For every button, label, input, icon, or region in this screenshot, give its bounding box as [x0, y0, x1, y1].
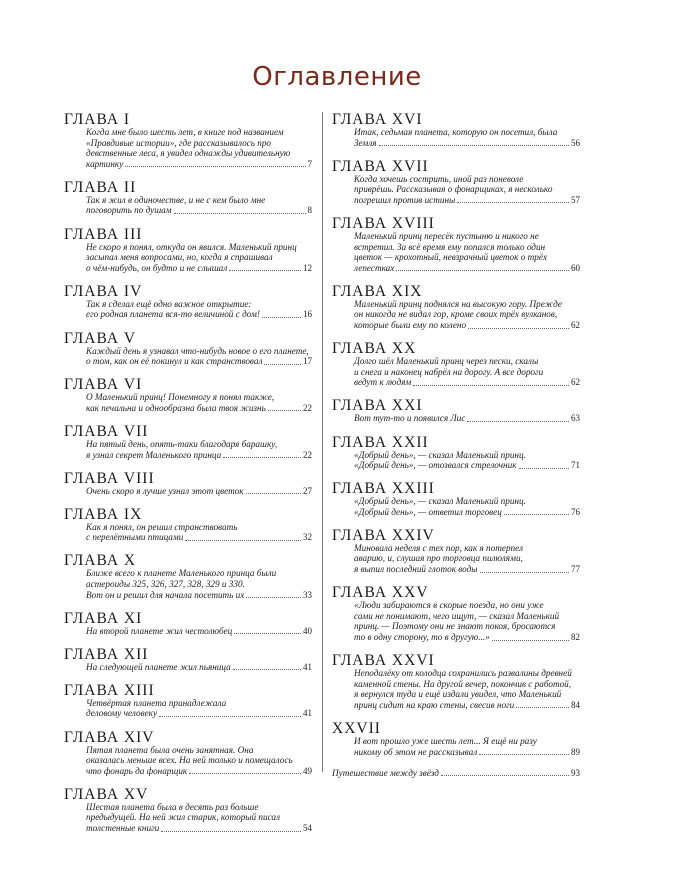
description-line: сами не понимают, чего ищут, — сказал Маленький [354, 610, 560, 621]
toc-entry[interactable] [332, 768, 580, 779]
page-number: 16 [303, 309, 312, 320]
description-last-line [354, 413, 580, 424]
page-number: 63 [571, 413, 580, 424]
chapter-description [86, 745, 312, 777]
description-line: Ближе всего к планете Маленького принца были [86, 568, 277, 579]
page-number: 82 [571, 631, 580, 642]
dot-leader [185, 540, 301, 541]
description-text: о чём-нибудь, он будто и не слышал [86, 262, 228, 273]
dot-leader [234, 633, 301, 634]
toc-entry[interactable] [332, 112, 580, 148]
page-number: 56 [571, 137, 580, 148]
dot-leader [479, 754, 569, 755]
chapter-description [354, 496, 580, 517]
description-last-line [354, 564, 580, 575]
chapter-heading: ГЛАВА VII [64, 422, 149, 440]
chapter-heading: ГЛАВА XVIII [332, 214, 435, 232]
dot-leader [441, 775, 569, 776]
description-line: аварию, и, слушая про торговца пилюлями, [354, 553, 523, 564]
dot-leader [125, 166, 305, 167]
page-number: 7 [307, 158, 312, 169]
toc-entry[interactable] [64, 377, 312, 413]
description-last-line [86, 263, 312, 274]
description-text: я выпил последний глоток воды [354, 564, 478, 575]
description-last-line [354, 377, 580, 388]
chapter-description [86, 242, 312, 274]
toc-entry[interactable] [332, 159, 580, 206]
description-line: Каждый день я узнавал что-нибудь новое о его планете, [86, 345, 309, 356]
chapter-description [86, 662, 312, 673]
description-line: приврёшь. Рассказывая о фонарщиках, я несколько [354, 184, 553, 195]
page-number: 41 [303, 708, 312, 719]
toc-entry[interactable] [64, 471, 312, 497]
description-last-line [354, 138, 580, 149]
description-line: я вернулся туда и ещё издали увидел, что Маленький [354, 689, 562, 700]
description-text: его родная планета вся-то величиной с дом! [86, 309, 260, 320]
chapter-heading: XXVII [332, 719, 381, 737]
toc-entry[interactable] [64, 787, 312, 834]
description-last-line [86, 486, 312, 497]
dot-leader [262, 317, 301, 318]
chapter-heading: ГЛАВА XX [332, 340, 417, 358]
description-last-line [354, 632, 580, 643]
toc-entry[interactable] [332, 435, 580, 471]
toc-entry[interactable] [64, 180, 312, 216]
page-title: Оглавление [252, 62, 422, 92]
description-line: Маленький принц пересёк пустыню и никого не [354, 230, 539, 241]
chapter-description [354, 450, 580, 471]
description-last-line [86, 159, 312, 170]
chapter-heading: ГЛАВА I [64, 111, 131, 128]
description-text: ведут к людям [354, 377, 412, 388]
description-text: толстенные книги [86, 823, 160, 833]
chapter-description [354, 174, 580, 206]
toc-entry[interactable] [64, 424, 312, 460]
chapter-heading: ГЛАВА VI [64, 376, 143, 394]
description-line: Маленький принц поднялся на высокую гору. Прежде [354, 298, 562, 309]
description-text: принц сидит на краю стены, свесив ноги [354, 699, 515, 710]
dot-leader [174, 213, 306, 214]
description-line: «Добрый день», — сказал Маленький принц. [354, 449, 526, 460]
dot-leader [457, 202, 569, 203]
chapter-heading: ГЛАВА X [64, 552, 137, 570]
chapter-heading: ГЛАВА XIII [64, 681, 155, 699]
chapter-description [354, 413, 580, 424]
description-text: поговорить по душам [86, 205, 172, 216]
description-last-line [86, 708, 312, 719]
toc-entry[interactable] [64, 683, 312, 719]
dot-leader [396, 270, 569, 271]
page-number: 22 [303, 402, 312, 413]
description-line: встретил. За всё время ему попался только один [354, 241, 546, 252]
page-number: 54 [303, 823, 312, 833]
toc-entry[interactable] [332, 585, 580, 642]
description-text: о том, как он её покинул и как странствовал [86, 356, 263, 367]
page-number: 57 [571, 194, 580, 205]
description-last-line [86, 662, 312, 673]
description-last-line [354, 507, 580, 518]
chapter-heading: ГЛАВА XVI [332, 111, 423, 128]
chapter-description [354, 127, 580, 148]
chapter-heading: ГЛАВА XXVI [332, 652, 435, 670]
description-text: то в одну сторону, то в другую...» [354, 631, 490, 642]
page-number: 93 [571, 767, 580, 778]
page-number: 33 [303, 589, 312, 600]
page-number: 62 [571, 377, 580, 388]
page-number: 84 [571, 699, 580, 710]
description-line: На пятый день, опять-таки благодаря барашку, [86, 438, 278, 449]
description-line: Так я жил в одиночестве, и не с кем было мне [86, 194, 266, 205]
chapter-description [86, 802, 312, 834]
chapter-description [86, 698, 312, 719]
page-number: 60 [571, 262, 580, 273]
chapter-description [86, 299, 312, 320]
dot-leader [189, 773, 301, 774]
chapter-description [354, 299, 580, 331]
page-number: 32 [303, 532, 312, 543]
description-last-line [86, 205, 312, 216]
description-line: каменной стены. На другой вечер, покончив с работой, [354, 678, 572, 689]
dot-leader [519, 468, 570, 469]
chapter-description [354, 356, 580, 388]
description-line: и снега и наконец набрёл на дорогу. А все дороги [354, 366, 544, 377]
dot-leader [504, 514, 569, 515]
dot-leader [161, 831, 301, 832]
toc-entry[interactable] [64, 331, 312, 367]
description-text: Очень скоро я лучше узнал этот цветок [86, 485, 244, 496]
description-last-line [86, 823, 312, 834]
description-last-line [354, 195, 580, 206]
page-number: 62 [571, 320, 580, 331]
toc-right-column [332, 112, 580, 789]
page-number: 8 [307, 205, 312, 216]
chapter-description [86, 392, 312, 413]
chapter-description [86, 522, 312, 543]
toc-entry[interactable] [332, 216, 580, 273]
description-line: он никогда не видал гор, кроме своих трёх вулканов, [354, 309, 558, 320]
chapter-heading: ГЛАВА XVII [332, 157, 429, 175]
toc-entry[interactable] [64, 284, 312, 320]
description-text: Путешествие между звёзд [332, 767, 439, 778]
description-last-line [354, 320, 580, 331]
description-line: предыдущей. На ней жил старик, который писал [86, 812, 281, 823]
page-number: 89 [571, 746, 580, 757]
description-text: с перелётными птицами [86, 532, 184, 543]
description-text: которые были ему по колено [354, 320, 467, 331]
dot-leader [233, 669, 301, 670]
toc-entry[interactable] [64, 730, 312, 777]
toc-entry[interactable] [332, 528, 580, 575]
chapter-heading: ГЛАВА XXV [332, 584, 429, 602]
description-line: Как я понял, он решил странствовать [86, 521, 238, 532]
description-text: что фонарь да фонарщик [86, 765, 188, 776]
page-number: 49 [303, 765, 312, 776]
chapter-description [354, 231, 580, 273]
description-text: погрешил против истины [354, 194, 456, 205]
chapter-heading: ГЛАВА VIII [64, 469, 155, 487]
description-last-line [354, 700, 580, 711]
description-text: Вот тут-то и появился Лис [354, 413, 466, 424]
description-line: девственные леса, я увидел однажды удивительную [86, 148, 291, 159]
description-line: «Правдивые истории», где рассказывалось про [86, 137, 272, 148]
page-number: 22 [303, 449, 312, 460]
description-line: И вот прошло уже шесть лет... Я ещё ни разу [354, 735, 537, 746]
dot-leader [159, 716, 301, 717]
description-last-line [332, 768, 580, 779]
chapter-description [86, 439, 312, 460]
description-text: лепестках [354, 262, 395, 273]
chapter-heading: ГЛАВА XIV [64, 728, 155, 746]
page-number: 77 [571, 564, 580, 575]
description-line: Миновала неделя с тех пор, как я потерпел [354, 542, 523, 553]
column-divider [322, 112, 323, 772]
description-text: как печальна и однообразна была твоя жизнь [86, 402, 266, 413]
dot-leader [492, 640, 569, 641]
description-last-line [86, 403, 312, 414]
description-last-line [86, 626, 312, 637]
chapter-description [354, 668, 580, 710]
page-number: 27 [303, 485, 312, 496]
dot-leader [264, 364, 301, 365]
description-line: Пятая планета была очень занятная. Она [86, 744, 254, 755]
dot-leader [467, 421, 569, 422]
chapter-description [86, 626, 312, 637]
page-number: 76 [571, 506, 580, 517]
description-last-line [354, 747, 580, 758]
chapter-description [86, 568, 312, 600]
description-last-line [86, 450, 312, 461]
dot-leader [246, 493, 301, 494]
chapter-description [354, 736, 580, 757]
description-last-line [354, 460, 580, 471]
chapter-description [86, 127, 312, 169]
description-text: «Добрый день», — отозвался стрелочник [354, 460, 517, 471]
toc-left-column [64, 112, 312, 844]
description-last-line [86, 590, 312, 601]
chapter-heading: ГЛАВА II [64, 178, 137, 196]
dot-leader [480, 572, 569, 573]
chapter-description [354, 600, 580, 642]
chapter-heading: ГЛАВА XII [64, 645, 149, 663]
description-text: картинку [86, 158, 124, 169]
description-line: Не скоро я понял, откуда он явился. Маленький принц [86, 241, 297, 252]
description-text: никому об этом не рассказывал [354, 746, 478, 757]
chapter-heading: ГЛАВА IV [64, 282, 143, 300]
description-line: астероиды 325, 326, 327, 328, 329 и 330. [86, 578, 245, 589]
description-last-line [86, 356, 312, 367]
description-text: деловому человеку [86, 708, 158, 719]
page-number: 71 [571, 460, 580, 471]
page-number: 40 [303, 625, 312, 636]
dot-leader [379, 145, 569, 146]
chapter-description [86, 195, 312, 216]
page-number: 41 [303, 661, 312, 672]
description-line: оказалась меньше всех. На ней только и помещалось [86, 755, 293, 766]
description-line: О Маленький принц! Понемногу я понял также, [86, 392, 275, 403]
toc-entry[interactable] [332, 284, 580, 331]
description-line: Шестая планета была в десять раз больше [86, 801, 259, 812]
dot-leader [413, 385, 569, 386]
description-text: я узнал секрет Маленького принца [86, 449, 222, 460]
description-line: засыпал меня вопросами, но, когда я спрашивал [86, 252, 273, 263]
dot-leader [268, 410, 301, 411]
dot-leader [516, 707, 569, 708]
chapter-heading: ГЛАВА V [64, 329, 137, 347]
description-text: Вот он и решил для начала посетить их [86, 589, 245, 600]
description-last-line [86, 309, 312, 320]
chapter-heading: ГЛАВА XI [64, 609, 143, 627]
chapter-description [86, 486, 312, 497]
chapter-description [354, 543, 580, 575]
description-line: цветок — крохотный, невзрачный цветок о трёх [354, 252, 548, 263]
description-line: Итак, седьмая планета, которую он посетил, была [354, 127, 558, 137]
chapter-heading: ГЛАВА XXIII [332, 480, 435, 498]
dot-leader [223, 457, 301, 458]
chapter-heading: ГЛАВА XIX [332, 282, 423, 300]
dot-leader [229, 270, 301, 271]
toc-entry[interactable] [332, 398, 580, 424]
description-line: Когда хочешь сострить, иной раз поневоле [354, 173, 524, 184]
chapter-heading: ГЛАВА IX [64, 505, 143, 523]
toc-entry[interactable] [332, 481, 580, 517]
description-line: Четвёртая планета принадлежала [86, 697, 227, 708]
description-line: Так я сделал ещё одно важное открытие: [86, 298, 252, 309]
toc-entry[interactable] [332, 653, 580, 710]
chapter-heading: ГЛАВА XXI [332, 397, 423, 415]
toc-entry[interactable] [64, 507, 312, 543]
description-line: «Добрый день», — сказал Маленький принц. [354, 496, 526, 507]
chapter-heading: ГЛАВА XXII [332, 433, 429, 451]
toc-entry[interactable] [332, 341, 580, 388]
page-number: 12 [303, 262, 312, 273]
chapter-heading: ГЛАВА XXIV [332, 526, 435, 544]
description-line: принц. — Поэтому они не знают покоя, бросаются [354, 621, 556, 632]
description-line: Неподалёку от колодца сохранились развалины древней [354, 668, 572, 679]
description-text: Земля [354, 137, 377, 148]
description-text: «Добрый день», — ответил торговец [354, 506, 502, 517]
toc-entry[interactable] [64, 553, 312, 600]
toc-entry[interactable] [332, 721, 580, 757]
chapter-description [86, 346, 312, 367]
description-line: Долго шёл Маленький принц через пески, скалы [354, 356, 539, 367]
chapter-heading: ГЛАВА III [64, 225, 143, 243]
chapter-description [332, 768, 580, 779]
toc-entry[interactable] [64, 227, 312, 274]
description-line: «Люди забираются в скорые поезда, но они уже [354, 600, 544, 611]
dot-leader [246, 597, 301, 598]
toc-entry[interactable] [64, 611, 312, 637]
description-last-line [86, 532, 312, 543]
toc-entry[interactable] [64, 112, 312, 169]
page-number: 17 [303, 356, 312, 367]
dot-leader [468, 328, 569, 329]
description-line: Когда мне было шесть лет, в книге под названием [86, 127, 284, 137]
chapter-heading: ГЛАВА XV [64, 785, 149, 803]
description-last-line [354, 263, 580, 274]
toc-entry[interactable] [64, 647, 312, 673]
description-text: На следующей планете жил пьяница [86, 661, 231, 672]
description-text: На второй планете жил честолюбец [86, 625, 233, 636]
description-last-line [86, 766, 312, 777]
